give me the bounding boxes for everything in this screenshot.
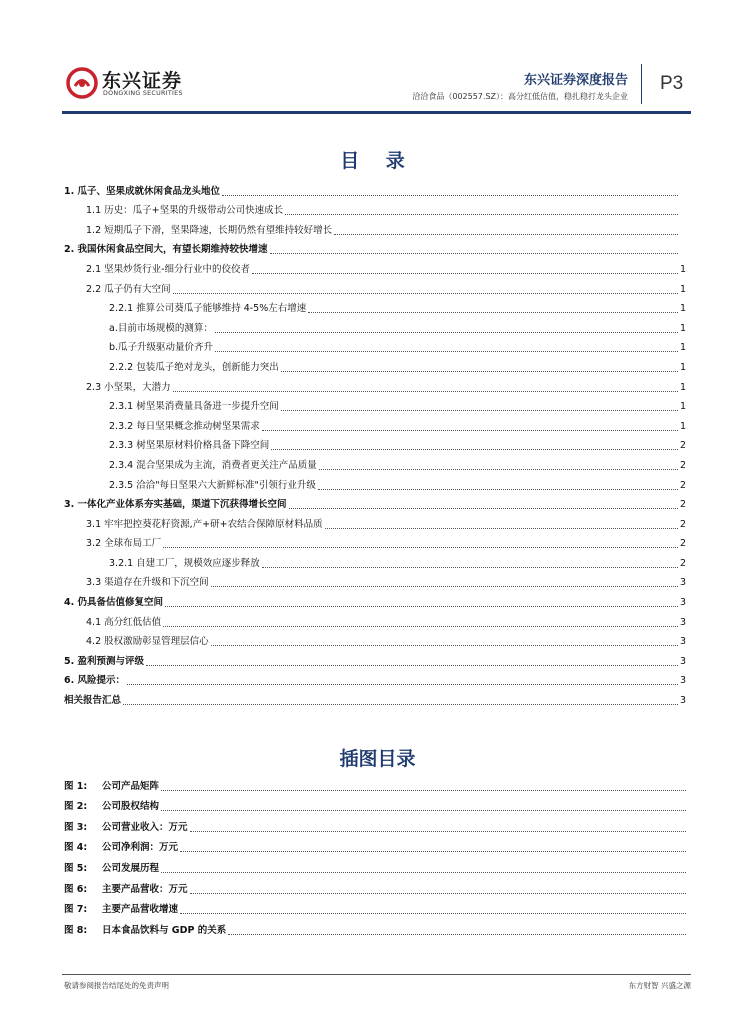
- toc-entry[interactable]: 2. 我国休闲食品空间大，有望长期维持较快增速: [64, 237, 686, 257]
- toc-entry[interactable]: 4.1 高分红低估值 3: [86, 616, 687, 628]
- toc-entry[interactable]: 4. 仍具备估值修复空间 3: [64, 597, 687, 609]
- toc-entry[interactable]: 2.3.4 混合坚果成为主流，消费者更关注产品质量 2: [109, 459, 687, 471]
- toc-entry[interactable]: 1. 瓜子、坚果成就休闲食品龙头地位: [64, 178, 686, 198]
- report-subtitle: 洽洽食品（002557.SZ）：高分红低估值，稳扎稳打龙头企业: [412, 92, 628, 101]
- logo-chinese-name: 东兴证券: [102, 70, 183, 92]
- toc-entry[interactable]: 5. 盈利预测与评级 3: [64, 655, 687, 667]
- toc-entry[interactable]: 1.2 短期瓜子下滑，坚果降速，长期仍然有望维持较好增长: [64, 217, 686, 237]
- report-title: 东兴证券深度报告: [523, 73, 628, 88]
- toc-entry[interactable]: 6. 风险提示： 3: [64, 675, 687, 687]
- figure-entry[interactable]: 图 6: 主要产品营收：万元: [64, 875, 686, 896]
- figure-list-title: 插图目录: [339, 748, 416, 770]
- toc-entry[interactable]: 3.2 全球布局工厂 2: [86, 538, 687, 550]
- figure-entry[interactable]: 图 4: 公司净利润：万元: [64, 834, 686, 855]
- company-logo: [66, 65, 186, 105]
- table-of-contents: [64, 178, 686, 707]
- figure-entry[interactable]: 图 8: 日本食品饮料与 GDP 的关系: [64, 916, 686, 937]
- toc-entry[interactable]: 4.2 股权激励彰显管理层信心 3: [86, 636, 687, 648]
- toc-entry[interactable]: 2.3.1 树坚果消费量具备进一步提升空间 1: [109, 401, 687, 413]
- toc-entry[interactable]: 2.3.2 每日坚果概念推动树坚果需求 1: [109, 420, 687, 432]
- toc-entry[interactable]: 相关报告汇总 3: [64, 695, 687, 707]
- logo-english-name: DONGXING SECURITIES: [103, 90, 183, 97]
- footer-slogan: 东方财智 兴盛之源: [628, 981, 691, 990]
- toc-entry[interactable]: 3.2.1 自建工厂，规模效应逐步释放 2: [109, 557, 687, 569]
- header-rule: [62, 111, 691, 114]
- toc-entry[interactable]: 2.1 坚果炒货行业-细分行业中的佼佼者 1: [86, 263, 687, 275]
- toc-entry[interactable]: 2.2.1 推算公司葵瓜子能够维持 4-5%左右增速 1: [109, 303, 687, 315]
- header-divider: [641, 64, 642, 104]
- toc-entry[interactable]: 2.3.3 树坚果原材料价格具备下降空间 2: [109, 440, 687, 452]
- disclaimer-note: 敬请参阅报告结尾处的免责声明: [64, 981, 169, 990]
- toc-entry[interactable]: b.瓜子升级驱动量价齐升 1: [109, 342, 687, 354]
- figure-entry[interactable]: 图 7: 主要产品营收增速: [64, 896, 686, 917]
- toc-title: 目 录: [340, 150, 415, 172]
- toc-entry[interactable]: 3.1 牢牢把控葵花籽资源,产+研+农结合保障原材料品质 2: [86, 518, 687, 530]
- toc-entry[interactable]: 2.2.2 包装瓜子绝对龙头，创新能力突出 1: [109, 361, 687, 373]
- figure-entry[interactable]: 图 3: 公司营业收入：万元: [64, 813, 686, 834]
- toc-entry[interactable]: 2.3 小坚果，大潜力 1: [86, 381, 687, 393]
- toc-entry[interactable]: 1.1 历史：瓜子+坚果的升级带动公司快速成长: [64, 198, 686, 218]
- toc-entry[interactable]: a.目前市场规模的测算： 1: [109, 322, 687, 334]
- figure-list: [64, 772, 686, 937]
- page-number: P3: [660, 73, 684, 94]
- figure-entry[interactable]: 图 1: 公司产品矩阵: [64, 772, 686, 793]
- toc-entry[interactable]: 2.2 瓜子仍有大空间 1: [86, 283, 687, 295]
- toc-entry[interactable]: 3. 一体化产业体系夯实基础，渠道下沉获得增长空间 2: [64, 499, 687, 511]
- footer-rule: [62, 974, 691, 975]
- figure-entry[interactable]: 图 5: 公司发展历程: [64, 854, 686, 875]
- toc-entry[interactable]: 3.3 渠道存在升级和下沉空间 3: [86, 577, 687, 589]
- toc-entry[interactable]: 2.3.5 洽洽"每日坚果六大新鲜标准"引领行业升级 2: [109, 479, 687, 491]
- dongxing-logo-icon: [66, 67, 98, 99]
- figure-entry[interactable]: 图 2: 公司股权结构: [64, 793, 686, 814]
